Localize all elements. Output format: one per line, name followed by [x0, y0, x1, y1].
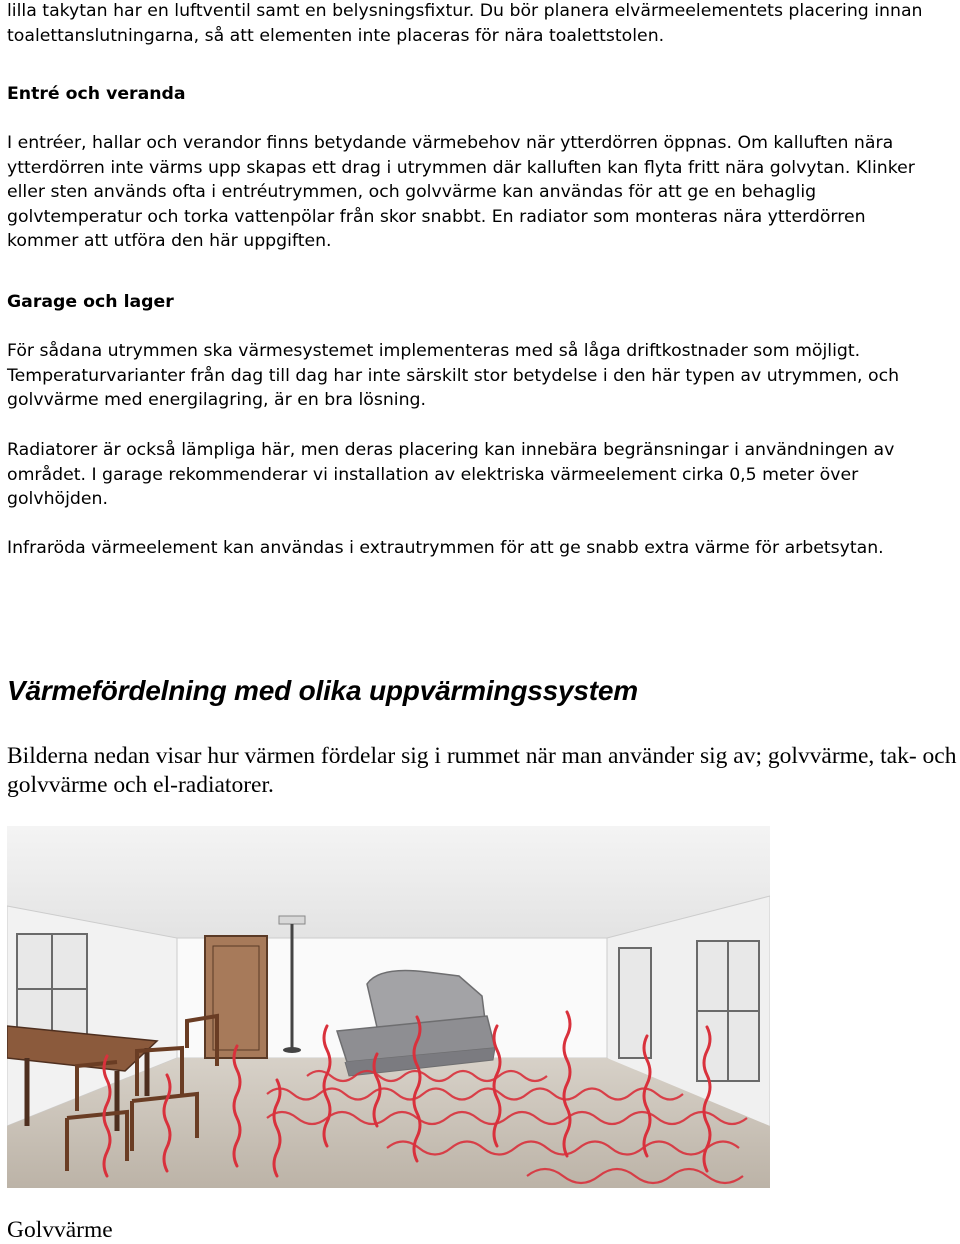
paragraph-entre: I entréer, hallar och verandor finns betydande värmebehov när ytterdörren öppnas. Om kalluften nära ytterdörren inte värms upp skapas ett drag i utrymmen där kalluften kan flyta fritt nära golvytan. Klinker eller sten används ofta i entréutrymmen, och golvvärme kan användas för att ge en behaglig golvtemperatur och torka vattenpölar från skor snabbt. En radiator som monteras nära ytterdörren kommer att utföra den här uppgiften.: [7, 133, 915, 252]
section-heading-garage: Garage och lager: [7, 292, 174, 312]
section-heading-entre: Entré och veranda: [7, 84, 186, 104]
intro-fragment-paragraph: lilla takytan har en luftventil samt en belysningsfixtur. Du bör planera elvärmeelementets placering innan toalettanslutningarna, så att elementen inte placeras för nära toalettstolen.: [7, 1, 923, 46]
ceiling: [7, 826, 770, 938]
door: [205, 936, 267, 1058]
figure-caption: Golvvärme: [7, 1217, 113, 1243]
main-intro-paragraph: Bilderna nedan visar hur värmen fördelar sig i rummet när man använder sig av; golvvärme, tak- och golvvärme och el-radiatorer.: [7, 743, 957, 798]
paragraph-garage-2: Radiatorer är också lämpliga här, men deras placering kan innebära begränsningar i användningen av området. I garage rekommenderar vi installation av elektriska värmeelement cirka 0,5 meter över golvhöjden.: [7, 440, 895, 510]
floor-heating-illustration: [7, 826, 770, 1188]
main-title: Värmefördelning med olika uppvärmingssystem: [7, 675, 638, 706]
paragraph-garage-3: Infraröda värmeelement kan användas i extrautrymmen för att ge snabb extra värme för arbetsytan.: [7, 538, 884, 558]
paragraph-garage-1: För sådana utrymmen ska värmesystemet implementeras med så låga driftkostnader som möjligt. Temperaturvarianter från dag till dag har inte särskilt stor betydelse i den här typen av utrymmen, och golvvärme med energilagring, är en bra lösning.: [7, 341, 900, 411]
